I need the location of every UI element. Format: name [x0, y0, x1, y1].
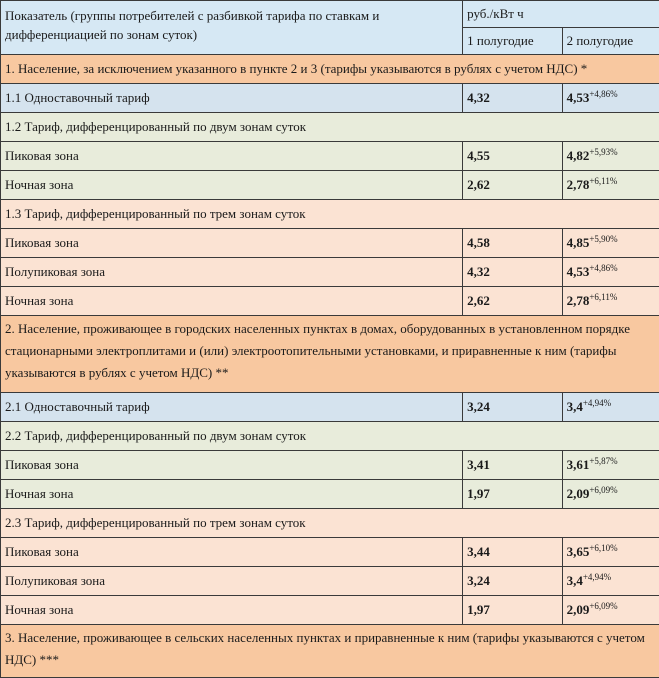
value-half2-cell [562, 84, 659, 113]
table-row [1, 258, 659, 287]
table-row [1, 142, 659, 171]
change-percent: +4,86% [589, 89, 617, 99]
value-half2: 3,4 [567, 399, 583, 414]
value-half2: 2,78 [567, 177, 590, 192]
row-label: Полупиковая зона [1, 567, 463, 596]
row-label: Пиковая зона [1, 142, 463, 171]
table-row [1, 567, 659, 596]
subsection-row [1, 509, 659, 538]
value-half2: 2,78 [567, 293, 590, 308]
section-row [1, 625, 659, 678]
subsection-row [1, 200, 659, 229]
table-header-row [1, 1, 659, 28]
value-half2: 4,53 [567, 90, 590, 105]
value-half2-cell [562, 287, 659, 316]
row-label: Пиковая зона [1, 229, 463, 258]
value-half2: 3,61 [567, 457, 590, 472]
table-row [1, 229, 659, 258]
value-half1: 4,58 [463, 229, 562, 258]
change-percent: +5,93% [589, 147, 617, 157]
section-title: 3. Население, проживающее в сельских населенных пунктах и приравненные к ним (тарифы указываются с учетом НДС) *** [1, 625, 659, 678]
header-indicator: Показатель (группы потребителей с разбивкой тарифа по ставкам и дифференциацией по зонам суток) [1, 1, 463, 55]
value-half1: 1,97 [463, 480, 562, 509]
value-half2-cell [562, 229, 659, 258]
table-row [1, 84, 659, 113]
table-row [1, 287, 659, 316]
value-half2-cell [562, 142, 659, 171]
change-percent: +4,94% [583, 398, 611, 408]
value-half2: 3,4 [567, 573, 583, 588]
row-label: Ночная зона [1, 287, 463, 316]
row-label: Ночная зона [1, 480, 463, 509]
value-half2: 4,82 [567, 148, 590, 163]
change-percent: +6,09% [589, 601, 617, 611]
table-row [1, 538, 659, 567]
subsection-row [1, 113, 659, 142]
value-half2-cell [562, 538, 659, 567]
value-half1: 2,62 [463, 171, 562, 200]
change-percent: +6,11% [589, 176, 617, 186]
value-half1: 3,24 [463, 567, 562, 596]
table-row [1, 393, 659, 422]
value-half1: 1,97 [463, 596, 562, 625]
value-half2: 3,65 [567, 544, 590, 559]
value-half1: 2,62 [463, 287, 562, 316]
value-half2-cell [562, 480, 659, 509]
change-percent: +4,86% [589, 263, 617, 273]
change-percent: +5,90% [589, 234, 617, 244]
row-label: Полупиковая зона [1, 258, 463, 287]
subsection-title: 2.2 Тариф, дифференцированный по двум зонам суток [1, 422, 659, 451]
value-half2-cell [562, 567, 659, 596]
value-half2: 2,09 [567, 486, 590, 501]
row-label: Ночная зона [1, 171, 463, 200]
value-half2-cell [562, 451, 659, 480]
value-half1: 3,24 [463, 393, 562, 422]
section-title: 1. Население, за исключением указанного в пункте 2 и 3 (тарифы указываются в рублях с учетом НДС) * [1, 55, 659, 84]
change-percent: +6,11% [589, 292, 617, 302]
change-percent: +5,87% [589, 456, 617, 466]
header-half2: 2 полугодие [562, 28, 659, 55]
value-half2-cell [562, 596, 659, 625]
row-label: Пиковая зона [1, 538, 463, 567]
section-row [1, 55, 659, 84]
value-half1: 4,55 [463, 142, 562, 171]
table-row [1, 171, 659, 200]
change-percent: +4,94% [583, 572, 611, 582]
row-label: Ночная зона [1, 596, 463, 625]
value-half2-cell [562, 393, 659, 422]
header-half1: 1 полугодие [463, 28, 562, 55]
value-half1: 4,32 [463, 258, 562, 287]
table-row [1, 451, 659, 480]
subsection-row [1, 422, 659, 451]
section-row [1, 316, 659, 393]
table-row [1, 596, 659, 625]
table-row [1, 480, 659, 509]
change-percent: +6,09% [589, 485, 617, 495]
value-half2: 4,53 [567, 264, 590, 279]
subsection-title: 1.2 Тариф, дифференцированный по двум зонам суток [1, 113, 659, 142]
value-half1: 3,44 [463, 538, 562, 567]
value-half2-cell [562, 171, 659, 200]
subsection-title: 1.3 Тариф, дифференцированный по трем зонам суток [1, 200, 659, 229]
row-label: 2.1 Одноставочный тариф [1, 393, 463, 422]
row-label: Пиковая зона [1, 451, 463, 480]
value-half1: 3,41 [463, 451, 562, 480]
row-label: 1.1 Одноставочный тариф [1, 84, 463, 113]
value-half2-cell [562, 258, 659, 287]
section-title: 2. Население, проживающее в городских населенных пунктах в домах, оборудованных в установленном порядке стационарными электроплитами и (или) электроотопительными установками, и приравненные к ним (тарифы указываются в рублях с учетом НДС) ** [1, 316, 659, 393]
value-half2: 2,09 [567, 602, 590, 617]
value-half1: 4,32 [463, 84, 562, 113]
change-percent: +6,10% [589, 543, 617, 553]
header-unit: руб./кВт ч [463, 1, 659, 28]
value-half2: 4,85 [567, 235, 590, 250]
subsection-title: 2.3 Тариф, дифференцированный по трем зонам суток [1, 509, 659, 538]
